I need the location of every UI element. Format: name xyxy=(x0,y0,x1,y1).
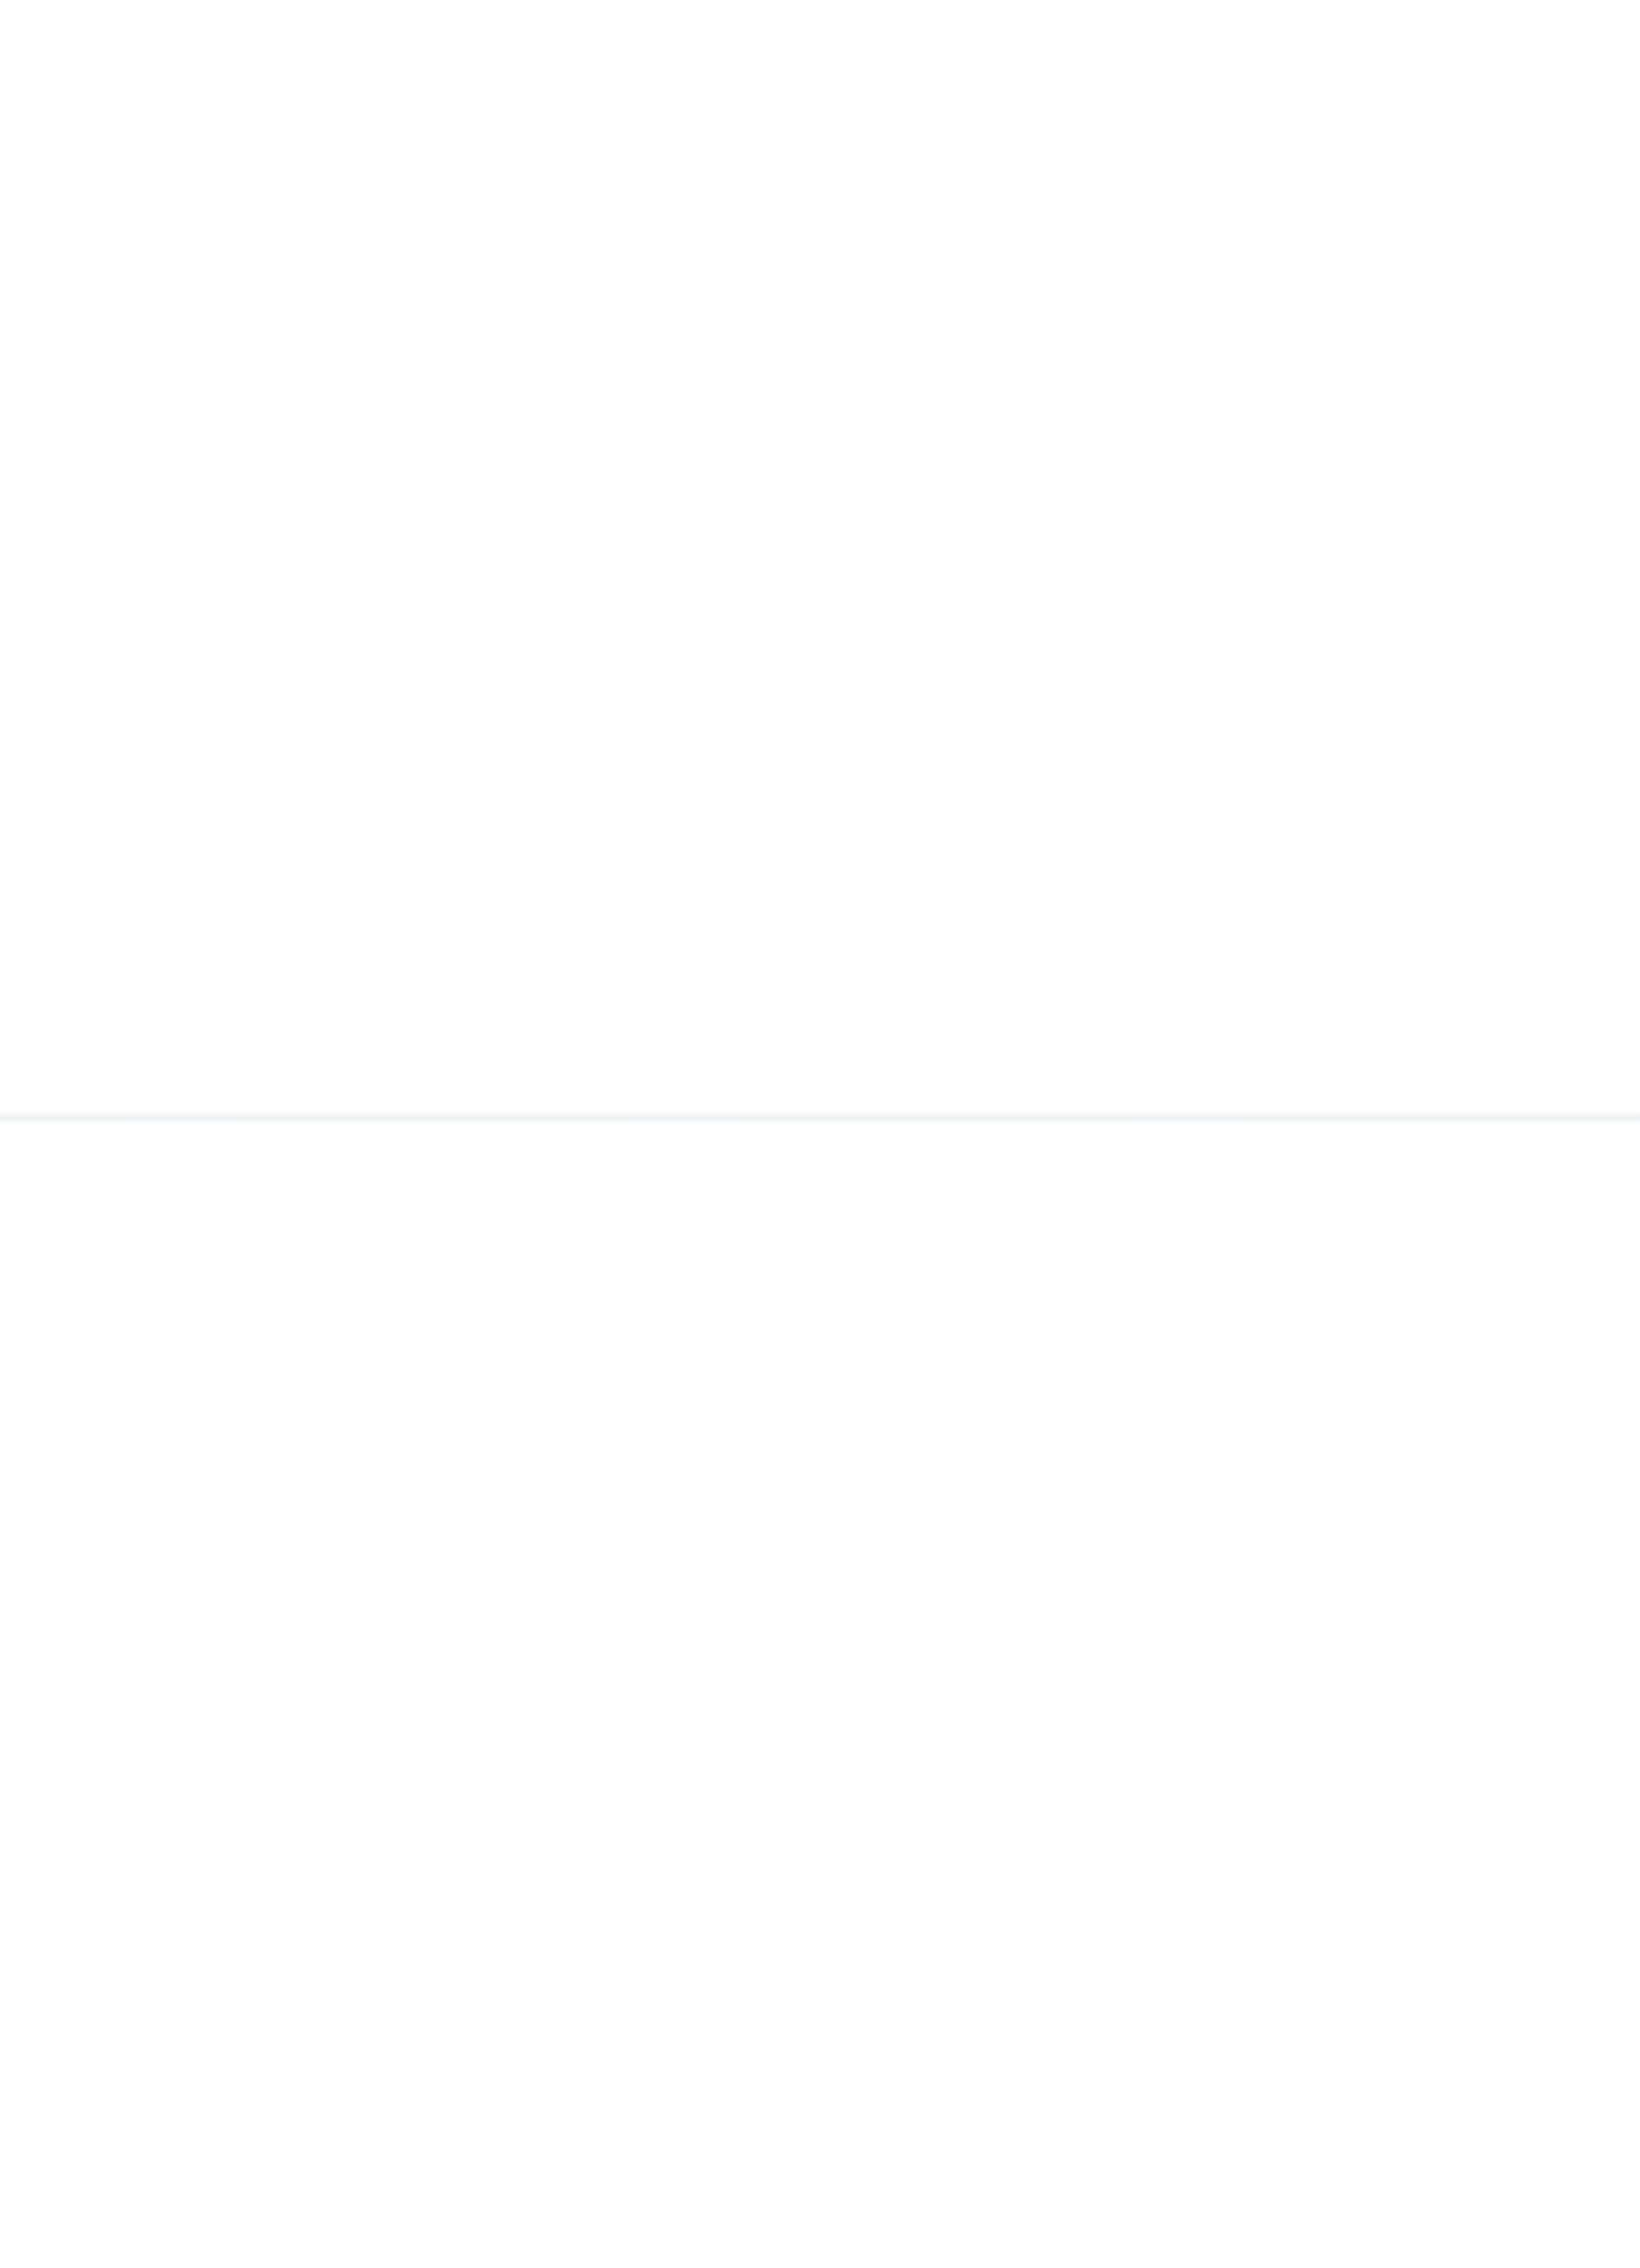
scorecard-front xyxy=(53,54,1607,1062)
scorecard-back xyxy=(51,1211,1607,2209)
card-fold xyxy=(0,1111,1640,1125)
